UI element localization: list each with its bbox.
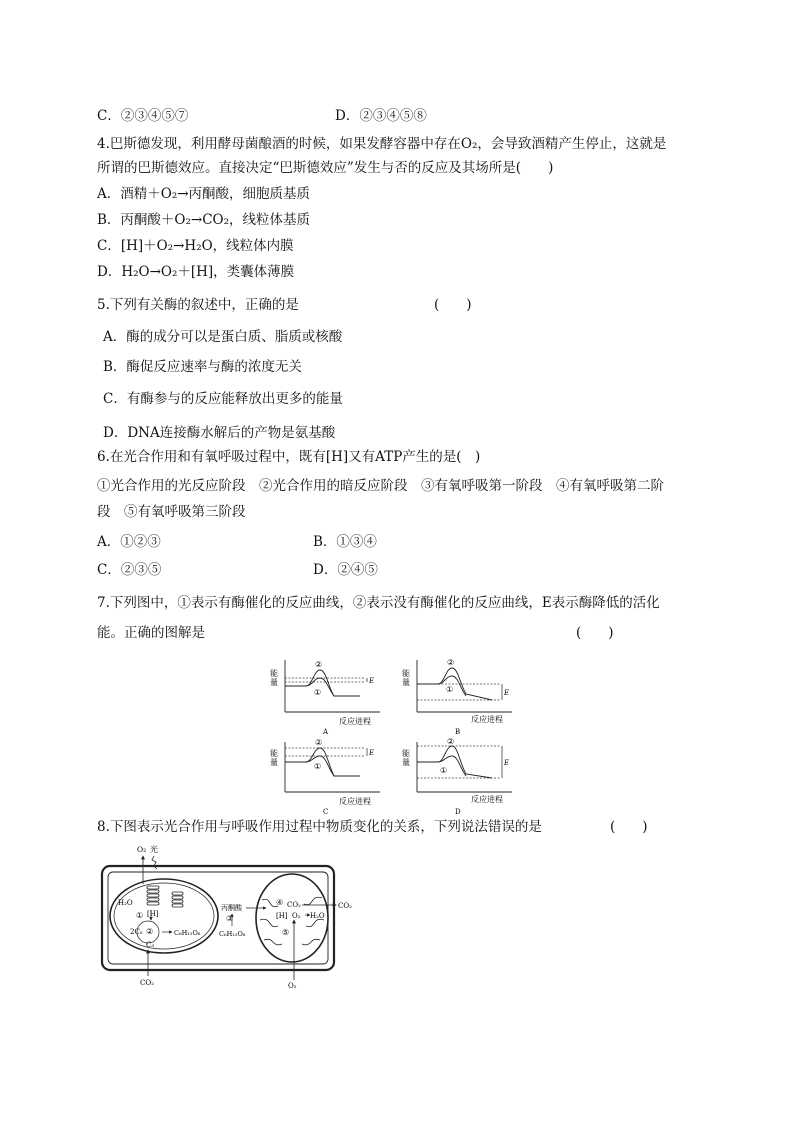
xlabel: 反应进程: [339, 797, 371, 806]
e-label: E: [504, 689, 510, 697]
h2o-right-label: H₂O: [310, 912, 325, 920]
curve-1-label: ①: [440, 766, 448, 775]
q3-option-c: C．②③④⑤⑦: [97, 108, 189, 124]
curve-2-label: ②: [447, 737, 455, 746]
xlabel: 反应进程: [471, 795, 503, 804]
h-mito-label: [H]: [276, 912, 288, 920]
curve-1-label: ①: [314, 762, 322, 771]
q4-option-c: C．[H]＋O₂→H₂O，线粒体内膜: [97, 238, 294, 254]
q6-option-d: D．②④⑤: [313, 562, 378, 578]
o2-bottom-label: O₂: [288, 982, 297, 990]
grana-icon: [147, 886, 183, 907]
ylabel-bottom: 量: [402, 758, 410, 767]
graph-d: [402, 737, 512, 814]
ylabel-top: 能: [270, 749, 278, 758]
ylabel-top: 能: [270, 669, 278, 678]
e-label: E: [369, 677, 375, 685]
q6-items-line1: ①光合作用的光反应阶段 ②光合作用的暗反应阶段 ③有氧呼吸第一阶段 ④有氧呼吸第二阶: [97, 478, 664, 494]
q4-option-b: B．丙酮酸＋O₂→CO₂，线粒体基质: [97, 212, 311, 228]
q8-answer-paren: ( ): [610, 819, 648, 835]
co2-mito-label: CO₂: [287, 901, 301, 909]
c5-label: 2C₅: [130, 928, 143, 936]
light-label: 光: [150, 845, 158, 854]
e-label: E: [504, 759, 510, 767]
curve-1-label: ①: [446, 685, 454, 694]
chloroplast: [110, 879, 218, 953]
q6-option-c: C．②③⑤: [97, 562, 162, 578]
graph-letter: B: [455, 728, 461, 736]
step-3-label: ③: [226, 914, 234, 923]
step-1-label: ①: [136, 911, 144, 920]
step-5-label: ⑤: [282, 928, 290, 937]
h-chloroplast-label: [H]: [147, 910, 159, 918]
ylabel-top: 能: [402, 749, 410, 758]
q4-stem-line1: 4.巴斯德发现，利用酵母菌酿酒的时候，如果发酵容器中存在O₂，会导致酒精产生停止，这就是: [97, 136, 667, 152]
curve-2-label: ②: [315, 738, 323, 747]
q5-stem: 5.下列有关酶的叙述中，正确的是: [97, 297, 299, 313]
q4-option-a: A．酒精＋O₂→丙酮酸，细胞质基质: [97, 186, 311, 202]
o2-top-label: O₂: [137, 845, 147, 854]
q5-answer-paren: ( ): [434, 297, 472, 313]
graph-a: [270, 660, 380, 736]
q4-option-d: D．H₂O→O₂＋[H]，类囊体薄膜: [97, 264, 295, 280]
ylabel-bottom: 量: [270, 758, 278, 767]
step-4-label: ④: [276, 898, 284, 907]
c3-label: C₃: [146, 941, 155, 949]
q6-stem: 6.在光合作用和有氧呼吸过程中，既有[H]又有ATP产生的是( ): [97, 449, 481, 465]
q3-option-d: D．②③④⑤⑧: [335, 108, 427, 124]
q5-option-c: C．有酶参与的反应能释放出更多的能量: [103, 391, 343, 407]
q7-stem-line1: 7.下列图中，①表示有酶催化的反应曲线，②表示没有酶催化的反应曲线，E表示酶降低的活化: [97, 595, 660, 611]
q6-option-b: B．①③④: [313, 534, 377, 550]
q8-cell-diagram: [96, 840, 372, 992]
co2-right-label: CO₂: [338, 902, 352, 910]
q5-option-d: D．DNA连接酶水解后的产物是氨基酸: [103, 425, 336, 441]
curve-2-label: ②: [447, 658, 455, 667]
q6-items-line2: 段 ⑤有氧呼吸第三阶段: [97, 504, 246, 520]
q5-option-b: B．酶促反应速率与酶的浓度无关: [103, 359, 302, 375]
glucose-cytoplasm-label: C₆H₁₂O₆: [219, 930, 246, 938]
ylabel-bottom: 量: [402, 678, 410, 687]
o2-mito-label: O₂: [292, 912, 301, 920]
ylabel-top: 能: [402, 669, 410, 678]
q6-option-a: A．①②③: [97, 534, 161, 550]
pyruvate-label: 丙酮酸: [221, 904, 242, 912]
h2o-left-label: H₂O: [118, 899, 133, 907]
xlabel: 反应进程: [471, 715, 503, 724]
curve-1-label: ①: [314, 688, 322, 697]
q7-answer-paren: ( ): [576, 625, 614, 641]
q5-option-a: A．酶的成分可以是蛋白质、脂质或核酸: [103, 329, 343, 345]
q7-stem-line2: 能。正确的图解是: [97, 625, 205, 641]
glucose-chloroplast-label: C₆H₁₂O₆: [174, 929, 201, 937]
q8-stem: 8.下图表示光合作用与呼吸作用过程中物质变化的关系，下列说法错误的是: [97, 819, 542, 835]
e-label: E: [369, 749, 375, 757]
curve-2-label: ②: [315, 660, 323, 669]
xlabel: 反应进程: [339, 717, 371, 726]
graph-letter: A: [323, 728, 329, 736]
q4-stem-line2: 所谓的巴斯德效应。直接决定“巴斯德效应”发生与否的反应及其场所是( ): [97, 160, 554, 176]
step-2-label: ②: [146, 927, 154, 936]
graph-b: [402, 658, 512, 736]
q7-energy-graphs: [258, 652, 530, 814]
graph-letter: D: [455, 808, 461, 814]
graph-letter: C: [323, 808, 329, 814]
graph-c: [270, 738, 380, 814]
ylabel-bottom: 量: [270, 678, 278, 687]
co2-bottom-label: CO₂: [140, 979, 154, 987]
